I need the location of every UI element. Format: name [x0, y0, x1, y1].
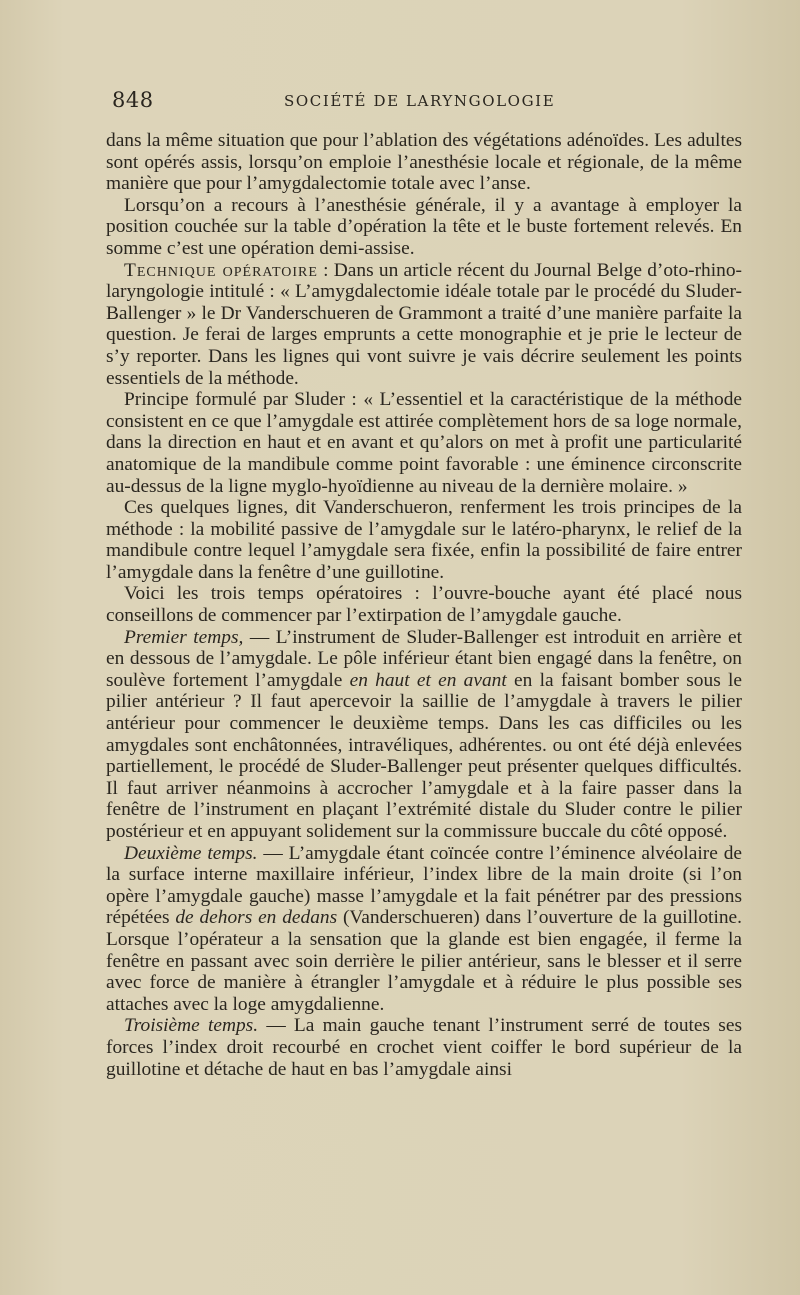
step-label-troisieme: Troisième temps. — [124, 1015, 259, 1037]
section-label-technique: Technique opératoire — [124, 259, 318, 281]
running-head: SOCIÉTÉ DE LARYNGOLOGIE — [284, 92, 556, 110]
paragraph-6: Voici les trois temps opératoires : l’ouvre-bouche ayant été placé nous conseillons de commencer par l’extirpation de l’amygdale gauche. — [106, 583, 742, 627]
paragraph-8-emphasis: de dehors en dedans — [175, 907, 338, 929]
page-header — [112, 88, 742, 112]
page-number: 848 — [112, 88, 154, 112]
paragraph-2: Lorsqu’on a recours à l’anesthésie générale, il y a avantage à employer la position couchée sur la table d’opération la tête et le buste fortement relevés. En somme c’est une opération demi-assise. — [106, 194, 742, 259]
step-label-premier: Premier temps, — [124, 626, 244, 648]
paragraph-7-text-a: — L’instrument de Sluder-Ballenger est introduit en arrière et en dessous de l’amygdale. Le pôle inférieur étant bien engagé dans la fenêtre, on soulève fortement l’amygdale — [106, 626, 742, 691]
paragraph-8-text-a: — L’amygdale étant coïncée contre l’éminence alvéolaire de la surface interne maxillaire inférieur, l’index libre de la main droite (si l’on opère l’amygdale gauche) masse l’amygdale et la fait pénétrer par des pressions répétées — [106, 842, 742, 929]
paragraph-7-text-b: en la faisant bomber sous le pilier antérieur ? Il faut apercevoir la saillie de l’amygdale à travers le pilier antérieur pour commencer le deuxième temps. Dans les cas difficiles ou les amygdales sont enchâtonnées, intravéliques, adhérentes. ou ont été déjà enlevées partiellement, le procédé de Sluder-Ballenger peut présenter quelques difficultés. Il faut arriver néanmoins à accrocher l’amygdale et à la faire passer dans la fenêtre de l’instrument en plaçant l’extrémité distale du Sluder contre le pilier postérieur et en appuyant solidement sur la commissure buccale du côté opposé. — [106, 669, 742, 842]
paragraph-1: dans la même situation que pour l’ablation des végétations adénoïdes. Les adultes sont opérés assis, lorsqu’on emploie l’anesthésie locale et régionale, de la même manière que pour l’amygdalectomie totale avec l’anse. — [106, 130, 742, 195]
step-label-deuxieme: Deuxième temps. — [124, 842, 258, 864]
paragraph-5: Ces quelques lignes, dit Vanderschueron, renferment les trois principes de la méthode : la mobilité passive de l’amygdale sur le latéro-pharynx, le relief de la mandibule contre lequel l’amygdale sera fixée, enfin la possibilité de faire entrer l’amygdale dans la fenêtre d’une guillotine. — [106, 497, 742, 583]
body-text — [106, 130, 742, 1080]
paragraph-7-emphasis: en haut et en avant — [349, 669, 507, 691]
paragraph-9 — [106, 1015, 742, 1080]
paragraph-8 — [106, 843, 742, 1016]
paragraph-8-text-b: (Vanderschueren) dans l’ouverture de la guillotine. Lorsque l’opérateur a la sensation que la glande est bien engagée, il ferme la fenêtre en passant avec soin derrière le pilier antérieur, sans le blesser et il serre avec force de manière à étrangler l’amygdale et à réduire le plus possible ses attaches avec la loge amygdalienne. — [106, 907, 742, 1015]
paragraph-4: Principe formulé par Sluder : « L’essentiel et la caractéristique de la méthode consistent en ce que l’amygdale est attirée complètement hors de sa loge normale, dans la direction en haut et en avant et qu’alors on met à profit une particularité anatomique de la mandibule comme point favorable : une éminence circonscrite au-dessus de la ligne myglo-hyoïdienne au niveau de la dernière molaire. » — [106, 389, 742, 497]
paragraph-3-text: : Dans un article récent du Journal Belge d’oto-rhino-laryngologie intitulé : « L’amygdalectomie idéale totale par le procédé du Sluder-Ballenger » le Dr Vanderschueren de Grammont a traité d’une manière parfaite la question. Je ferai de larges emprunts a cette monographie et je prie le lecteur de s’y reporter. Dans les lignes qui vont suivre je vais décrire seulement les points essentiels de la méthode. — [106, 259, 742, 389]
paragraph-9-text: — La main gauche tenant l’instrument serré de toutes ses forces l’index droit recourbé en crochet vient coiffer le bord supérieur de la guillotine et détache de haut en bas l’amygdale ainsi — [106, 1015, 742, 1080]
paragraph-7 — [106, 627, 742, 843]
paragraph-3 — [106, 260, 742, 390]
